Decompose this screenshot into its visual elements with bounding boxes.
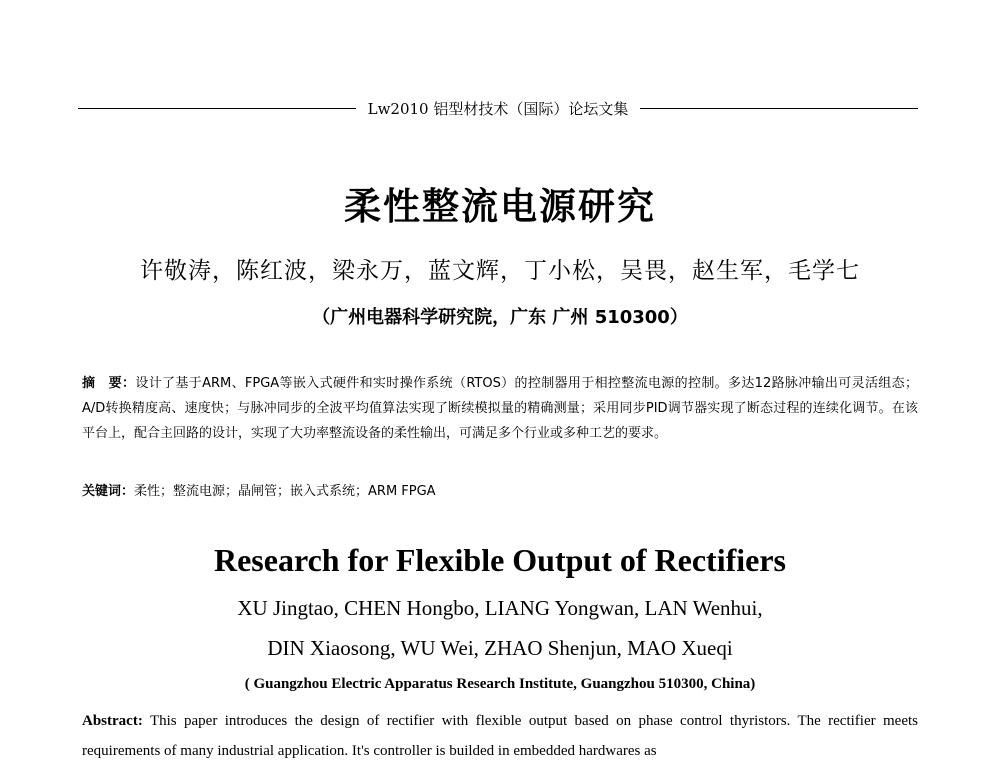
chinese-affiliation: （广州电器科学研究院，广东 广州 510300） [312,307,688,328]
chinese-authors: 许敬涛，陈红波，梁永万，蓝文辉，丁小松，吴畏，赵生军，毛学七 [140,258,860,284]
chinese-abstract-text: 设计了基于ARM、FPGA等嵌入式硬件和实时操作系统（RTOS）的控制器用于相控整流电源的控制。多达12路脉冲输出可灵活组态；A/D转换精度高、速度快；与脉冲同步的全波平均值算法实现了断续模拟量的精确测量；采用同步PID调节器实现了断态过程的连续化调节。在该平台上，配合主回路的设计，实现了大功率整流设备的柔性输出，可满足多个行业或多种工艺的要求。 [82,376,918,441]
english-abstract [82,706,918,766]
english-abstract-label: Abstract: [82,713,143,729]
running-header [78,96,918,120]
header-rule-right [640,108,918,109]
chinese-keywords-label: 关键词： [82,484,135,499]
chinese-title: 柔性整流电源研究 [344,184,656,228]
header-rule-left [78,108,356,109]
english-affiliation: ( Guangzhou Electric Apparatus Research Institute, Guangzhou 510300, China) [244,676,756,692]
english-authors-line2: DIN Xiaosong, WU Wei, ZHAO Shenjun, MAO Xueqi [267,636,733,660]
chinese-abstract [82,371,918,446]
chinese-abstract-label: 摘 要： [82,376,136,391]
english-title: Research for Flexible Output of Rectifiers [213,542,786,578]
header-text: Lw2010 铝型材技术（国际）论坛文集 [367,99,629,118]
english-authors-line1: XU Jingtao, CHEN Hongbo, LIANG Yongwan, LAN Wenhui, [237,596,763,620]
english-abstract-text: This paper introduces the design of rectifier with flexible output based on phase control thyristors. The rectifier meets requirements of many industrial application. It's controller is builded in embedded hardwares as [82,713,918,759]
chinese-keywords [82,481,918,503]
chinese-keywords-text: 柔性；整流电源；晶闸管；嵌入式系统；ARM FPGA [134,484,436,499]
